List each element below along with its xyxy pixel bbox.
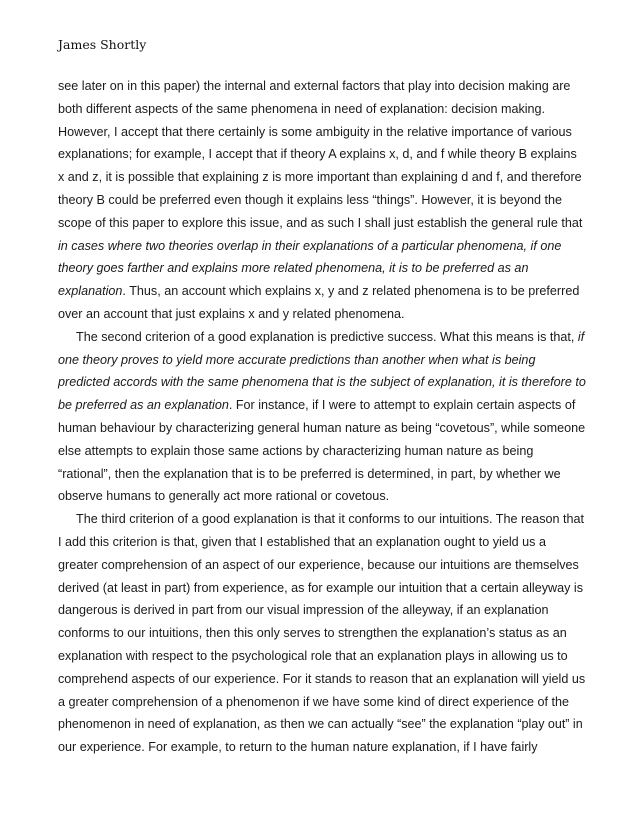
text-line <box>58 352 586 375</box>
italic-text-run: be preferred as an explanation <box>58 398 229 413</box>
text-line <box>58 534 586 557</box>
text-run: The second criterion of a good explanation is predictive success. What this means is that, <box>76 329 578 344</box>
italic-text-run: predicted accords with the same phenomena that is the subject of explanation, it is therefore to <box>58 375 586 390</box>
running-header-author: James Shortly <box>58 37 147 52</box>
italic-text-run: explanation <box>58 284 123 299</box>
text-line <box>58 488 586 511</box>
text-run: explanation with respect to the psychological role that an explanation plays in allowing us to <box>58 648 568 663</box>
text-line <box>58 420 586 443</box>
text-run: x and z, it is possible that explaining z is more important than explaining d and f, and therefore <box>58 170 582 185</box>
italic-text-run: in cases where two theories overlap in their explanations of a particular phenomena, if one <box>58 238 562 253</box>
text-line <box>58 671 586 694</box>
text-line <box>58 466 586 489</box>
text-line <box>58 192 586 215</box>
text-run: “rational”, then the explanation that is to be preferred is determined, in part, by whether we <box>58 466 561 481</box>
text-line <box>58 146 586 169</box>
italic-text-run: one theory proves to yield more accurate predictions than another when what is being <box>58 352 536 367</box>
text-line <box>58 78 586 101</box>
text-line <box>58 169 586 192</box>
text-line <box>58 511 586 534</box>
text-line <box>58 124 586 147</box>
text-run: human behaviour by characterizing general human nature as being “covetous”, while someone <box>58 420 586 435</box>
text-line <box>58 101 586 124</box>
text-line <box>58 694 586 717</box>
text-run: dangerous is derived in part from our visual impression of the alleyway, if an explanation <box>58 603 549 618</box>
text-line <box>58 374 586 397</box>
text-run: scope of this paper to explore this issue, and as such I shall just establish the general rule that <box>58 215 583 230</box>
text-line <box>58 739 586 762</box>
text-run: . For instance, if I were to attempt to explain certain aspects of <box>228 398 576 413</box>
text-run: However, I accept that there certainly is some ambiguity in the relative importance of various <box>58 124 572 139</box>
text-line <box>58 215 586 238</box>
text-line <box>58 557 586 580</box>
text-run: I add this criterion is that, given that I established that an explanation ought to yield us a <box>58 534 546 549</box>
text-line <box>58 602 586 625</box>
text-run: both different aspects of the same phenomena in need of explanation: decision making. <box>58 101 546 116</box>
text-line <box>58 443 586 466</box>
italic-text-run: theory goes farther and explains more related phenomena, it is to be preferred as an <box>58 261 529 276</box>
text-line <box>58 283 586 306</box>
text-run: phenomenon in need of explanation, as then we can actually “see” the explanation “play out” in <box>58 717 583 732</box>
text-run: conforms to our intuitions, then this only serves to strengthen the explanation’s status as an <box>58 626 567 641</box>
text-run: over an account that just explains x and y related phenomena. <box>58 306 405 321</box>
text-run: . Thus, an account which explains x, y and z related phenomena is to be preferred <box>122 284 580 299</box>
text-line <box>58 716 586 739</box>
text-run: theory B could be preferred even though it explains less “things”. However, it is beyond the <box>58 192 563 207</box>
text-run: a greater comprehension of a phenomenon if we have some kind of direct experience of the <box>58 694 570 709</box>
text-line <box>58 260 586 283</box>
text-run: else attempts to explain those same actions by characterizing human nature as being <box>58 443 534 458</box>
text-run: explanations; for example, I accept that if theory A explains x, d, and f while theory B explains <box>58 147 577 162</box>
text-run: comprehend aspects of our experience. For it stands to reason that an explanation will yield us <box>58 671 586 686</box>
text-line <box>58 580 586 603</box>
text-run: observe humans to generally act more rational or covetous. <box>58 489 390 504</box>
text-line <box>58 625 586 648</box>
text-run: see later on in this paper) the internal and external factors that play into decision making are <box>58 79 571 93</box>
text-line <box>58 329 586 352</box>
text-run: The third criterion of a good explanation is that it conforms to our intuitions. The reason that <box>76 512 584 527</box>
body-text <box>58 78 586 762</box>
text-line <box>58 306 586 329</box>
text-line <box>58 397 586 420</box>
text-run: our experience. For example, to return to the human nature explanation, if I have fairly <box>58 740 538 755</box>
text-run: greater comprehension of an aspect of our experience, because our intuitions are themselves <box>58 557 579 572</box>
italic-text-run: if <box>577 329 585 344</box>
text-run: derived (at least in part) from experience, as for example our intuition that a certain alleyway is <box>58 580 583 595</box>
text-line <box>58 238 586 261</box>
text-line <box>58 648 586 671</box>
